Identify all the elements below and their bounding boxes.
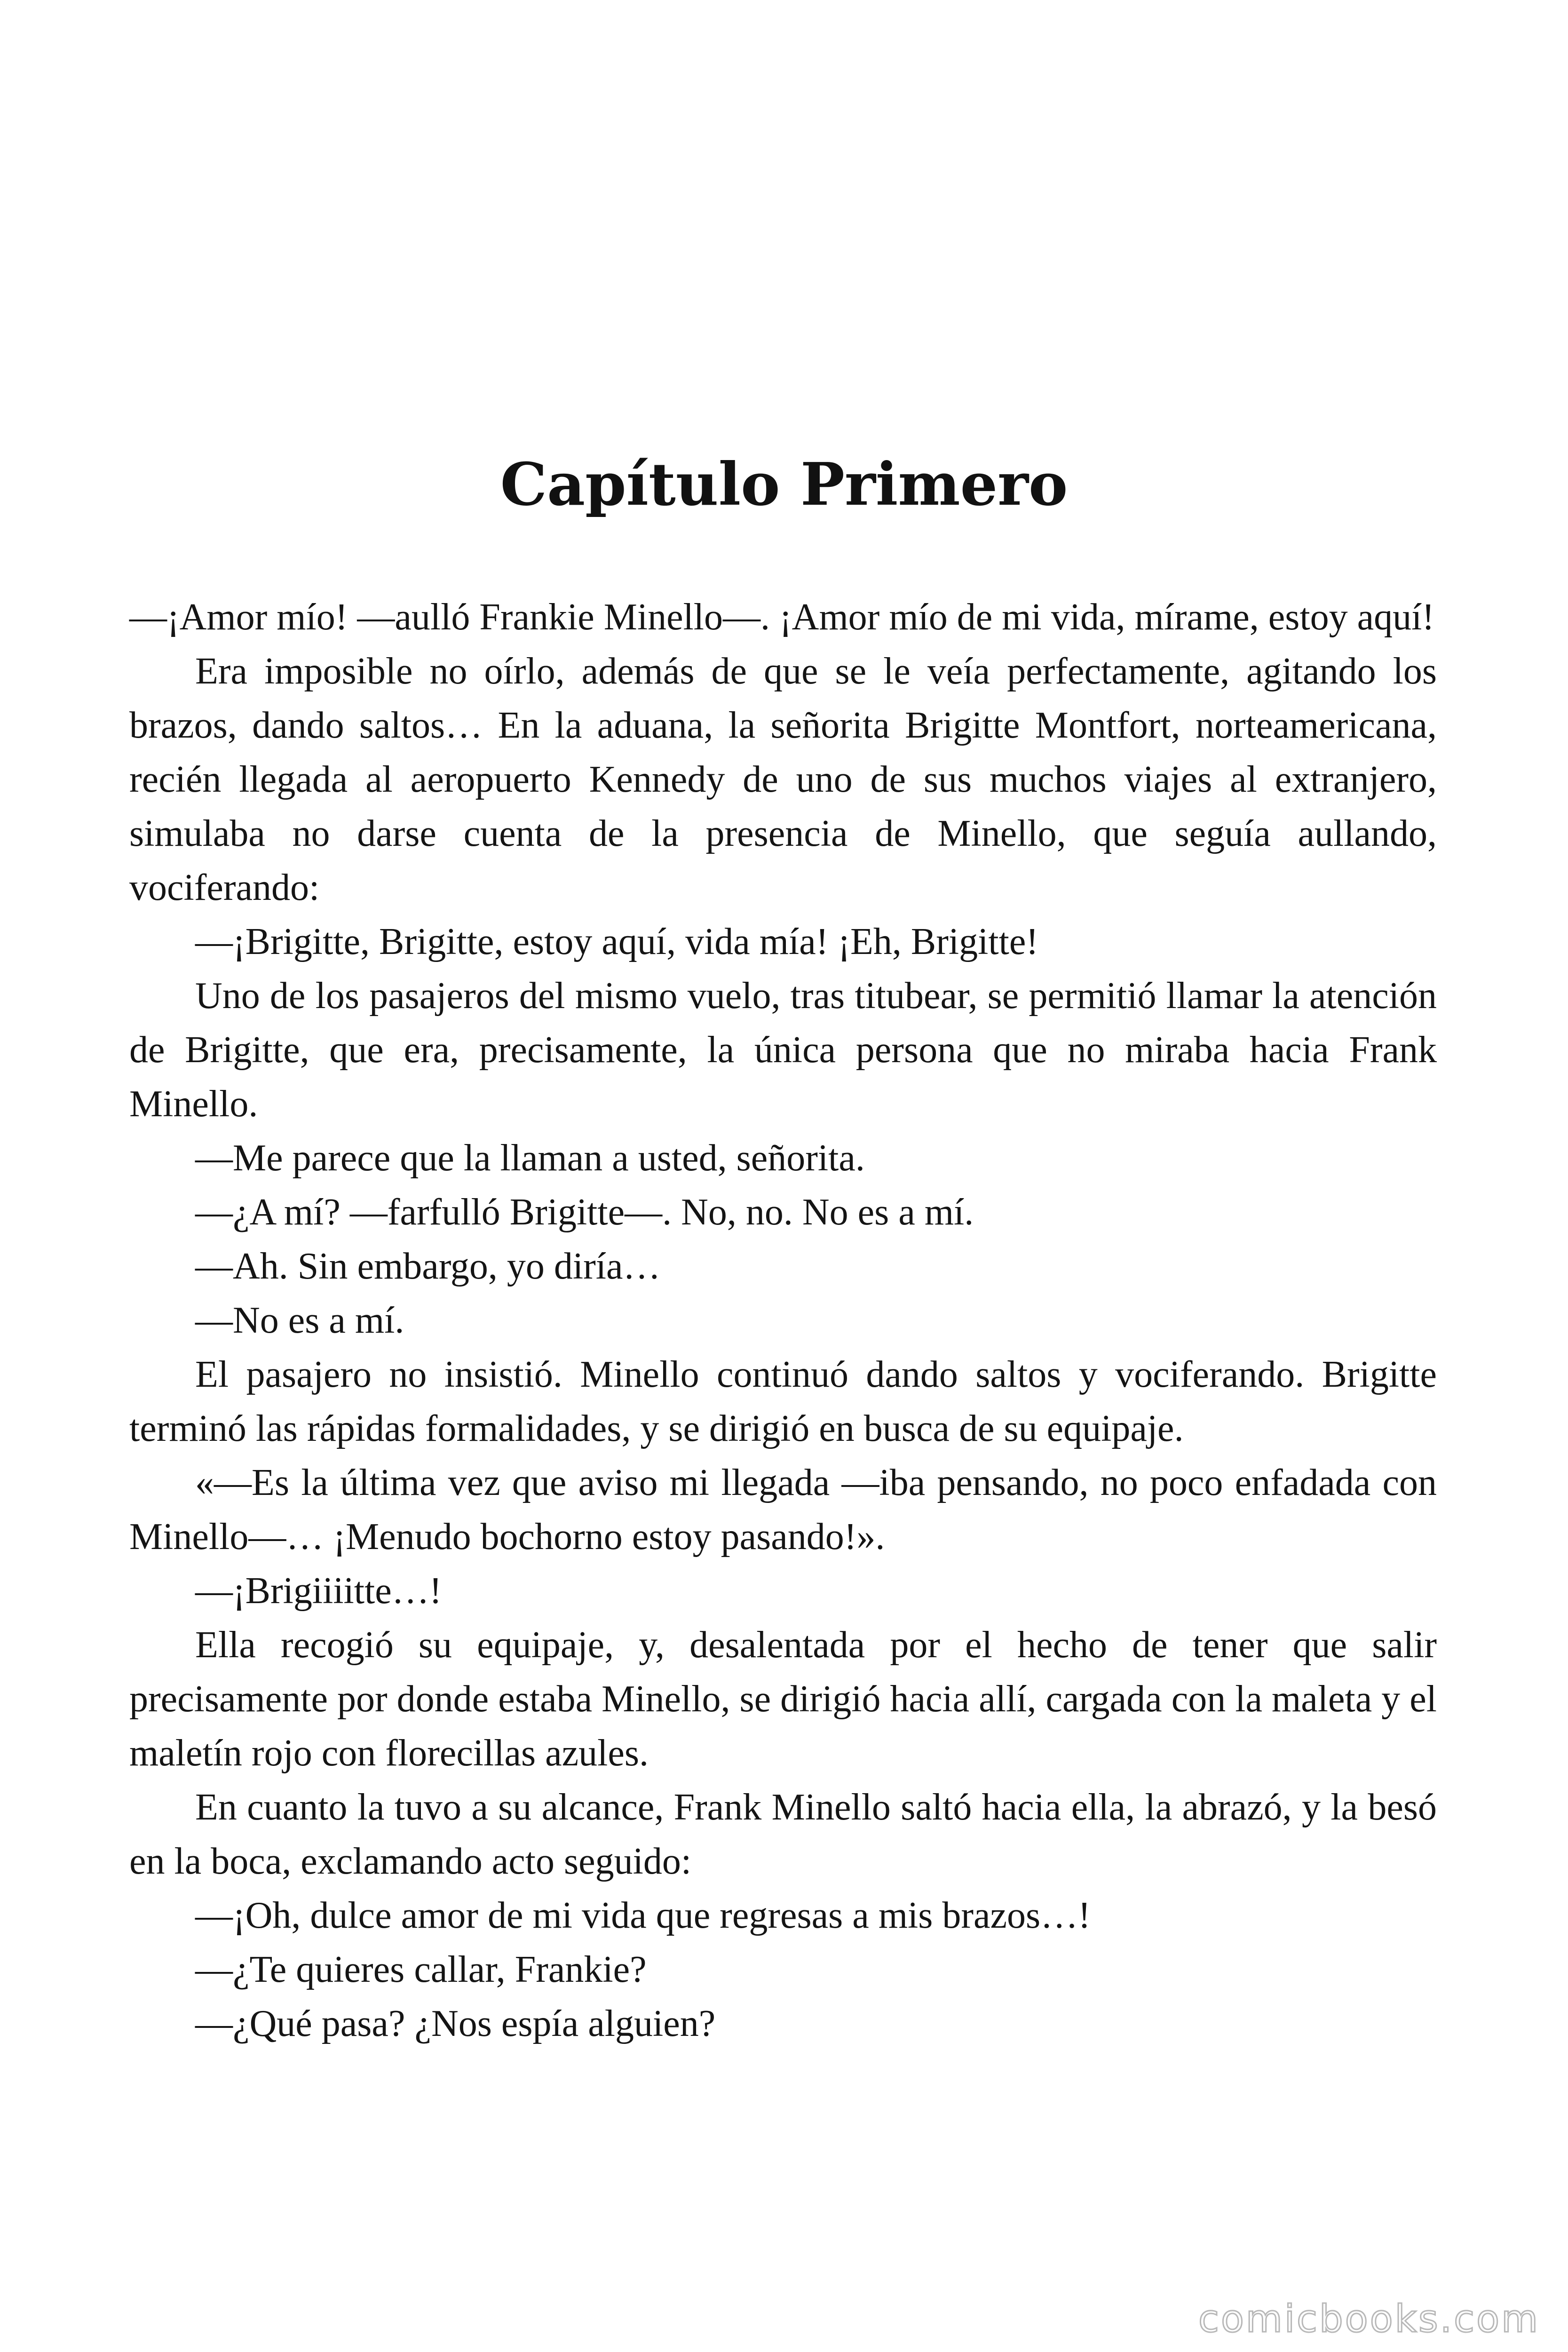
paragraph-5: —Me parece que la llaman a usted, señorita. bbox=[195, 1137, 865, 1179]
paragraph-1: —¡Amor mío! —aulló Frankie Minello—. ¡Amor mío de mi vida, mírame, estoy aquí! bbox=[129, 596, 1435, 638]
paragraph-10: «—Es la última vez que aviso mi llegada —iba pensando, no poco enfadada con Minello—… ¡Menudo bochorno estoy pasando!». bbox=[129, 1462, 1437, 1557]
chapter-body bbox=[129, 590, 1437, 2051]
paragraph-14: —¡Oh, dulce amor de mi vida que regresas a mis brazos…! bbox=[195, 1895, 1091, 1936]
paragraph-11: —¡Brigiiiitte…! bbox=[195, 1570, 442, 1612]
paragraph-15: —¿Te quieres callar, Frankie? bbox=[195, 1949, 647, 1990]
paragraph-12: Ella recogió su equipaje, y, desalentada por el hecho de tener que salir precisamente por donde estaba Minello, se dirigió hacia allí, cargada con la maleta y el maletín rojo con florecillas azules. bbox=[129, 1624, 1437, 1774]
watermark: comicbooks.com bbox=[1198, 2297, 1540, 2341]
paragraph-16: —¿Qué pasa? ¿Nos espía alguien? bbox=[195, 2003, 716, 2044]
paragraph-3: —¡Brigitte, Brigitte, estoy aquí, vida mía! ¡Eh, Brigitte! bbox=[195, 921, 1038, 962]
paragraph-9: El pasajero no insistió. Minello continuó dando saltos y vociferando. Brigitte terminó las rápidas formalidades, y se dirigió en busca de su equipaje. bbox=[129, 1354, 1437, 1449]
paragraph-2: Era imposible no oírlo, además de que se le veía perfectamente, agitando los brazos, dando saltos… En la aduana, la señorita Brigitte Montfort, norteamericana, recién llegada al aeropuerto Kennedy de uno de sus muchos viajes al extranjero, simulaba no darse cuenta de la presencia de Minello, que seguía aullando, vociferando: bbox=[129, 651, 1437, 908]
paragraph-13: En cuanto la tuvo a su alcance, Frank Minello saltó hacia ella, la abrazó, y la besó en la boca, exclamando acto seguido: bbox=[129, 1787, 1437, 1882]
chapter-title: Capítulo Primero bbox=[500, 450, 1068, 519]
paragraph-4: Uno de los pasajeros del mismo vuelo, tras titubear, se permitió llamar la atención de Brigitte, que era, precisamente, la única persona que no miraba hacia Frank Minello. bbox=[129, 975, 1437, 1125]
paragraph-7: —Ah. Sin embargo, yo diría… bbox=[195, 1246, 661, 1287]
paragraph-8: —No es a mí. bbox=[195, 1300, 404, 1341]
paragraph-6: —¿A mí? —farfulló Brigitte—. No, no. No es a mí. bbox=[195, 1192, 974, 1233]
